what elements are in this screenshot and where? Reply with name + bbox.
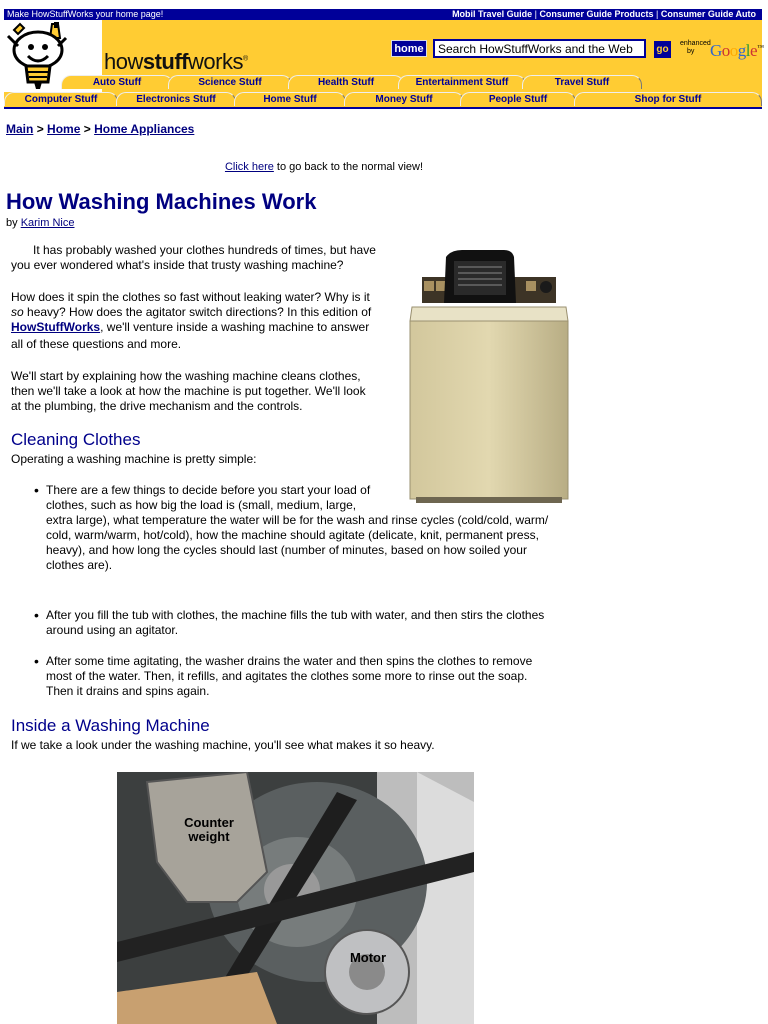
breadcrumb <box>6 122 194 136</box>
author-link[interactable]: Karim Nice <box>20 217 75 229</box>
site-brand[interactable]: howstuffworks® <box>104 49 248 74</box>
tab-row-bottom <box>4 92 762 106</box>
partner-links: Mobil Travel Guide | Consumer Guide Products | Consumer Guide Auto <box>452 9 756 19</box>
overview-paragraph: We'll start by explaining how the washing machine cleans clothes, then we'll take a look at how the machine is put together. We'll look at the plumbing, the drive mechanism and the controls. <box>11 369 366 413</box>
nav-underline <box>4 107 762 109</box>
counterweight-label: Counter <box>184 815 234 830</box>
consumer-guide-products-link[interactable]: Consumer Guide Products <box>539 9 654 19</box>
tab-money-stuff[interactable]: Money Stuff <box>344 92 464 106</box>
go-button[interactable]: go <box>654 41 671 58</box>
svg-text:weight: weight <box>188 829 230 844</box>
questions-paragraph: How does it spin the clothes so fast without leaking water? Why is it so heavy? How does the agitator switch directions? In this edition of HowStuffWorks, we'll venture inside a washing machine to answer all of these questions and more. <box>11 290 372 351</box>
tab-health-stuff[interactable]: Health Stuff <box>288 75 404 89</box>
intro-paragraph: It has probably washed your clothes hundreds of times, but have you ever wondered what's inside that trusty washing machine? <box>11 243 376 272</box>
inside-intro: If we take a look under the washing machine, you'll see what makes it so heavy. <box>11 738 435 752</box>
heading-cleaning-clothes: Cleaning Clothes <box>11 430 141 449</box>
washer-underside-photo <box>117 772 474 1024</box>
breadcrumb-sep: > <box>36 122 44 136</box>
tab-auto-stuff[interactable]: Auto Stuff <box>61 75 173 89</box>
breadcrumb-home[interactable]: Home <box>47 122 81 136</box>
byline: by Karim Nice <box>6 217 75 229</box>
enhanced-by-label: enhanced by <box>680 40 711 55</box>
breadcrumb-main[interactable]: Main <box>6 122 34 136</box>
normal-view-notice: Click here to go back to the normal view! <box>224 161 424 173</box>
tab-electronics-stuff[interactable]: Electronics Stuff <box>116 92 236 106</box>
motor-label: Motor <box>349 950 387 965</box>
breadcrumb-home-appliances[interactable]: Home Appliances <box>94 122 195 136</box>
normal-view-link[interactable]: Click here <box>224 161 274 173</box>
breadcrumb-sep: > <box>83 122 91 136</box>
mobil-travel-guide-link[interactable]: Mobil Travel Guide <box>452 9 533 19</box>
page-title: How Washing Machines Work <box>6 189 317 214</box>
home-button[interactable]: home <box>391 40 427 57</box>
tab-travel-stuff[interactable]: Travel Stuff <box>522 75 642 89</box>
google-logo <box>680 38 762 60</box>
tab-row-top <box>4 75 762 89</box>
tab-science-stuff[interactable]: Science Stuff <box>168 75 292 89</box>
cleaning-intro: Operating a washing machine is pretty simple: <box>11 452 257 466</box>
search-input[interactable] <box>433 39 646 58</box>
make-homepage-link[interactable]: Make HowStuffWorks your home page! <box>7 9 164 19</box>
tab-entertainment-stuff[interactable]: Entertainment Stuff <box>398 75 526 89</box>
consumer-guide-auto-link[interactable]: Consumer Guide Auto <box>660 9 756 19</box>
tab-people-stuff[interactable]: People Stuff <box>460 92 576 106</box>
top-strip <box>4 9 762 20</box>
tab-computer-stuff[interactable]: Computer Stuff <box>4 92 118 106</box>
heading-inside-washing-machine: Inside a Washing Machine <box>11 716 210 735</box>
washing-machine-image <box>406 247 574 509</box>
google-wordmark: Google™ <box>710 41 764 60</box>
tab-shop-for-stuff[interactable]: Shop for Stuff <box>574 92 762 106</box>
howstuffworks-link[interactable]: HowStuffWorks <box>11 320 101 334</box>
tab-home-stuff[interactable]: Home Stuff <box>234 92 346 106</box>
